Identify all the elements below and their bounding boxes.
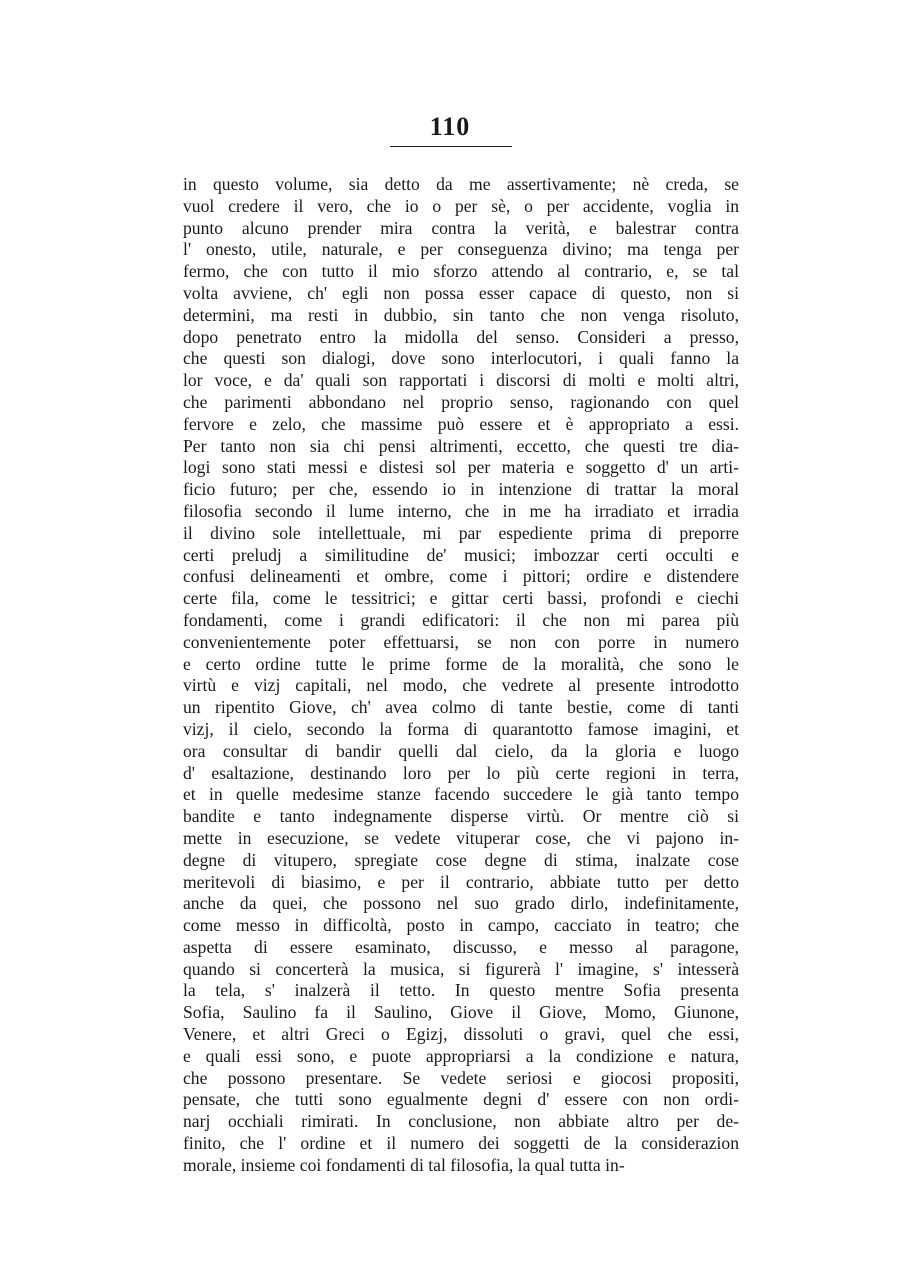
text-line: aspetta di essere esaminato, discusso, e messo al paragone, [183, 936, 739, 957]
text-line: Sofia, Saulino fa il Saulino, Giove il Giove, Momo, Giunone, [183, 1002, 739, 1023]
text-line: che possono presentare. Se vedete seriosi e giocosi propositi, [183, 1067, 739, 1088]
text-line: certe fila, come le tessitrici; e gittar certi bassi, profondi e ciechi [183, 588, 739, 609]
text-line: la tela, s' inalzerà il tetto. In questo mentre Sofia presenta [183, 980, 739, 1001]
text-line: e quali essi sono, e puote appropriarsi a la condizione e natura, [183, 1045, 739, 1066]
text-line: in questo volume, sia detto da me assertivamente; nè creda, se [183, 174, 739, 194]
text-line: fondamenti, come i grandi edificatori: il che non mi parea più [183, 609, 739, 630]
text-line: determini, ma resti in dubbio, sin tanto che non venga risoluto, [183, 304, 739, 325]
text-line: Per tanto non sia chi pensi altrimenti, eccetto, che questi tre dia- [183, 435, 739, 456]
text-line: l' onesto, utile, naturale, e per conseguenza divino; ma tenga per [183, 239, 739, 260]
page-number: 110 [429, 112, 471, 141]
text-line: ficio futuro; per che, essendo io in intenzione di trattar la moral [183, 479, 739, 500]
text-line: degne di vitupero, spregiate cose degne di stima, inalzate cose [183, 849, 739, 870]
text-line: bandite e tanto indegnamente disperse virtù. Or mentre ciò si [183, 806, 739, 827]
text-line: convenientemente poter effettuarsi, se non con porre in numero [183, 631, 739, 652]
text-line: che questi son dialogi, dove sono interlocutori, i quali fanno la [183, 348, 739, 369]
text-line: narj occhiali rimirati. In conclusione, non abbiate altro per de- [183, 1111, 739, 1132]
text-line: vuol credere il vero, che io o per sè, o per accidente, voglia in [183, 195, 739, 216]
text-line: un ripentito Giove, ch' avea colmo di tante bestie, come di tanti [183, 697, 739, 718]
text-line: finito, che l' ordine et il numero dei soggetti de la considerazion [183, 1133, 739, 1154]
text-line: meritevoli di biasimo, e per il contrario, abbiate tutto per detto [183, 871, 739, 892]
text-line: volta avviene, ch' egli non possa esser capace di questo, non si [183, 282, 739, 303]
text-line: lor voce, e da' quali son rapportati i discorsi di molti e molti altri, [183, 370, 739, 391]
text-line: vizj, il cielo, secondo la forma di quarantotto famose imagini, et [183, 718, 739, 739]
text-line: virtù e vizj capitali, nel modo, che vedrete al presente introdotto [183, 675, 739, 696]
header-rule [390, 146, 512, 147]
text-line: il divino sole intellettuale, mi par espediente prima di preporre [183, 522, 739, 543]
text-line: dopo penetrato entro la midolla del senso. Consideri a presso, [183, 326, 739, 347]
text-line: quando si concerterà la musica, si figurerà l' imagine, s' intesserà [183, 958, 739, 979]
text-line: certi preludj a similitudine de' musici; imbozzar certi occulti e [183, 544, 739, 565]
text-line: confusi delineamenti et ombre, come i pittori; ordire e distendere [183, 566, 739, 587]
text-line: anche da quei, che possono nel suo grado dirlo, indefinitamente, [183, 893, 739, 914]
text-line: d' esaltazione, destinando loro per lo più certe regioni in terra, [183, 762, 739, 783]
text-line: punto alcuno prender mira contra la verità, e balestrar contra [183, 217, 739, 238]
text-line: come messo in difficoltà, posto in campo, cacciato in teatro; che [183, 915, 739, 936]
text-line: logi sono stati messi e distesi sol per materia e soggetto d' un arti- [183, 457, 739, 478]
text-line: che parimenti abbondano nel proprio senso, ragionando con quel [183, 391, 739, 412]
text-line: pensate, che tutti sono egualmente degni d' essere con non ordi- [183, 1089, 739, 1110]
text-line: morale, insieme coi fondamenti di tal filosofia, la qual tutta in- [183, 1154, 625, 1175]
text-line: Venere, et altri Greci o Egizj, dissoluti o gravi, quel che essi, [183, 1024, 739, 1045]
body-text [183, 174, 739, 1177]
text-line: et in quelle medesime stanze facendo succedere le già tanto tempo [183, 784, 739, 805]
text-line: fervore e zelo, che massime può essere et è appropriato a essi. [183, 413, 739, 434]
text-line: fermo, che con tutto il mio sforzo attendo al contrario, e, se tal [183, 261, 739, 282]
text-line: ora consultar di bandir quelli dal cielo, da la gloria e luogo [183, 740, 739, 761]
text-line: e certo ordine tutte le prime forme de la moralità, che sono le [183, 653, 739, 674]
text-line: mette in esecuzione, se vedete vituperar cose, che vi pajono in- [183, 827, 739, 848]
text-line: filosofia secondo il lume interno, che in me ha irradiato et irradia [183, 500, 739, 521]
